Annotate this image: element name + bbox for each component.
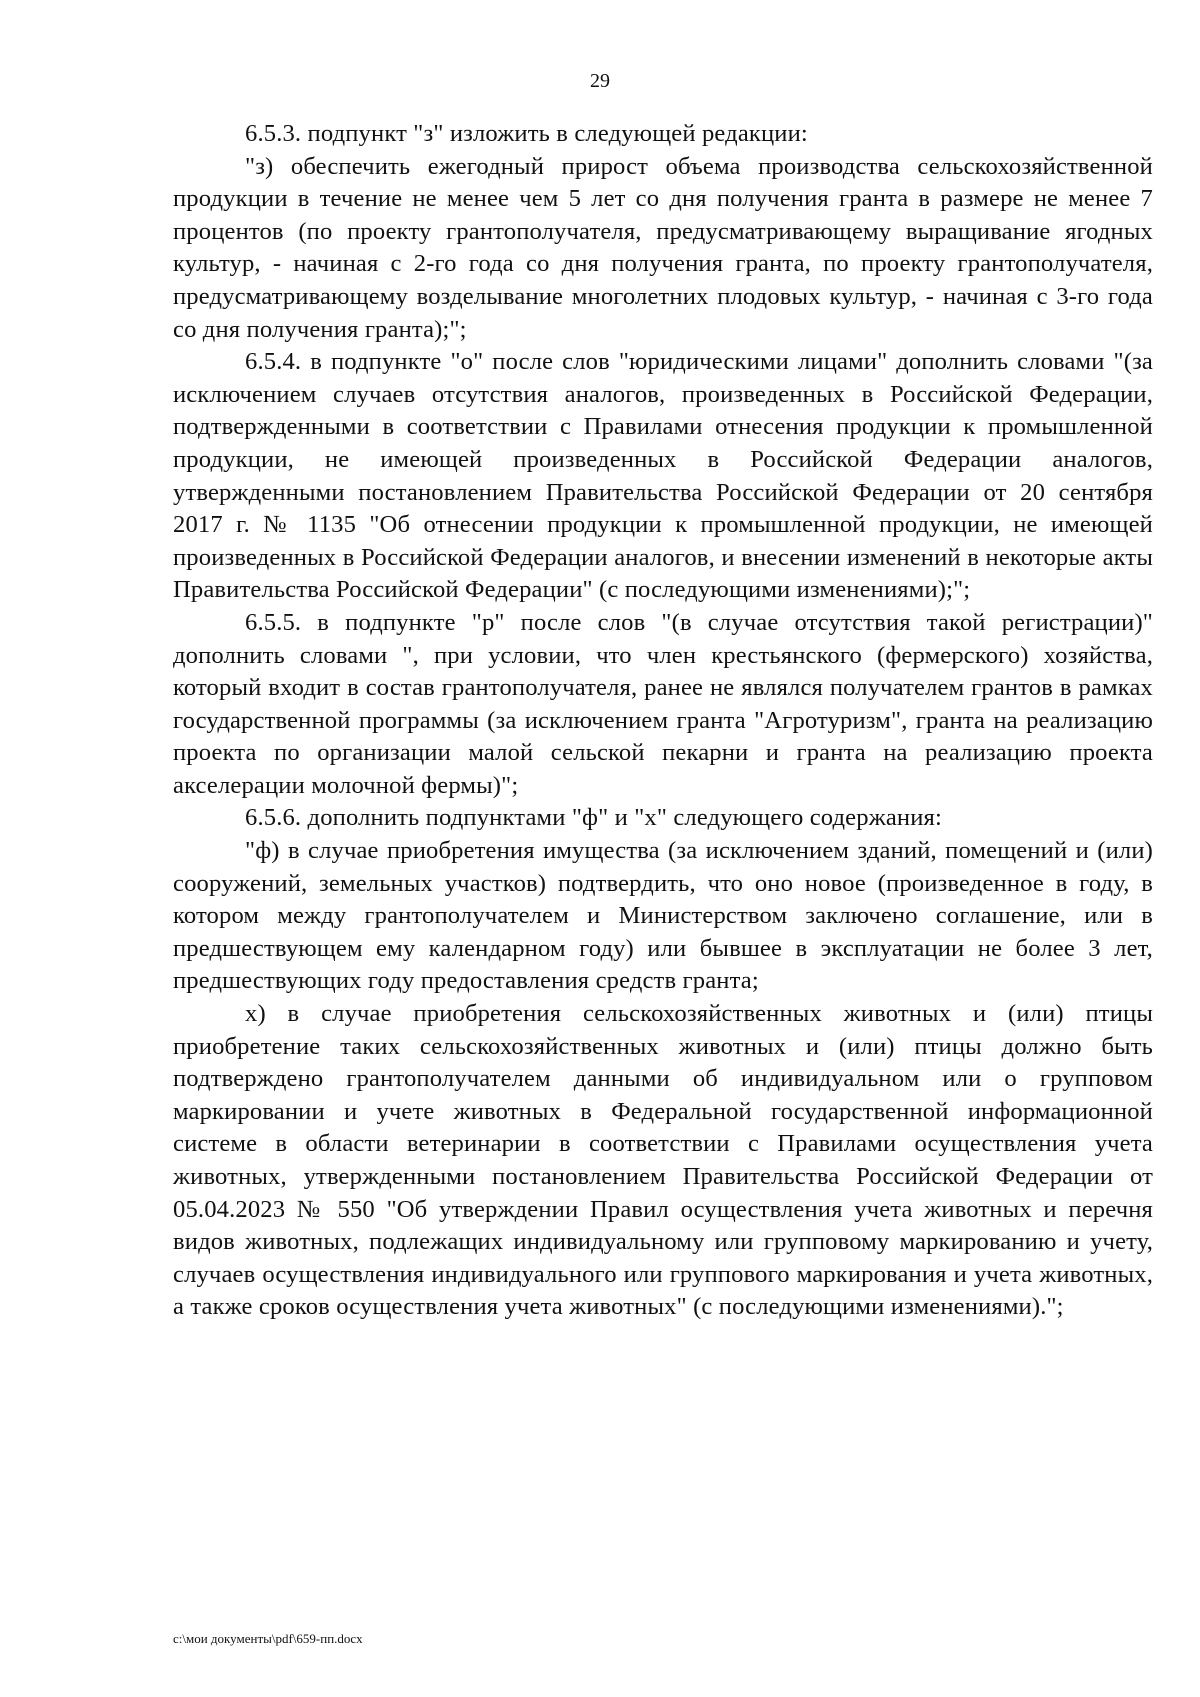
paragraph-6-5-3: 6.5.3. подпункт "з" изложить в следующей редакции: — [245, 120, 808, 147]
page-number: 29 — [590, 70, 610, 92]
paragraph-6-5-6: 6.5.6. дополнить подпунктами "ф" и "х" следующего содержания: — [245, 804, 942, 832]
paragraph-6-5-4: 6.5.4. в подпункте "о" после слов "юридическими лицами" дополнить словами "(за исключением случаев отсутствия аналогов, произведенных в Российской Федерации, подтвержденными в соответствии с Правилами отнесения продукции к промышленной продукции, не имеющей произведенных в Российской Федерации аналогов, утвержденными постановлением Правительства Российской Федерации от 20 сентября 2017 г. № 1135 "Об отнесении продукции к промышленной продукции, не имеющей произведенных в Российской Федерации аналогов, и внесении изменений в некоторые акты Правительства Российской Федерации" (с последующими изменениями);"; — [173, 348, 1153, 604]
footer-file-path: c:\мои документы\pdf\659-пп.docx — [173, 1631, 363, 1646]
paragraph-subitem-f: "ф) в случае приобретения имущества (за исключением зданий, помещений и (или) сооружений, земельных участков) подтвердить, что оно новое (произведенное в году, в котором между грантополучателем и Министерством заключено соглашение, или в предшествующем ему календарном году) или бывшее в эксплуатации не более 3 лет, предшествующих году предоставления средств гранта; — [173, 837, 1153, 995]
paragraph-subitem-kh: х) в случае приобретения сельскохозяйственных животных и (или) птицы приобретение таких сельскохозяйственных животных и (или) птицы должно быть подтверждено грантополучателем данными об индивидуальном или о групповом маркировании и учете животных в Федеральной государственной информационной системе в области ветеринарии в соответствии с Правилами осуществления учета животных, утвержденными постановлением Правительства Российской Федерации от 05.04.2023 № 550 "Об утверждении Правил осуществления учета животных и перечня видов животных, подлежащих индивидуальному или групповому маркированию и учету, случаев осуществления индивидуального или группового маркирования и учета животных, а также сроков осуществления учета животных" (с последующими изменениями)."; — [173, 1000, 1153, 1321]
paragraph-6-5-5: 6.5.5. в подпункте "р" после слов "(в случае отсутствия такой регистрации)" дополнить словами ", при условии, что член крестьянского (фермерского) хозяйства, который входит в состав грантополучателя, ранее не являлся получателем грантов в рамках государственной программы (за исключением гранта "Агротуризм", гранта на реализацию проекта по организации малой сельской пекарни и гранта на реализацию проекта акселерации молочной фермы)"; — [173, 608, 1153, 799]
document-body — [173, 118, 1153, 1324]
paragraph-subitem-z: "з) обеспечить ежегодный прирост объема производства сельскохозяйственной продукции в течение не менее чем 5 лет со дня получения гранта в размере не менее 7 процентов (по проекту грантополучателя, предусматривающему выращивание ягодных культур, - начиная с 2-го года со дня получения гранта, по проекту грантополучателя, предусматривающему возделывание многолетних плодовых культур, - начиная с 3-го года со дня получения гранта);"; — [173, 152, 1153, 343]
